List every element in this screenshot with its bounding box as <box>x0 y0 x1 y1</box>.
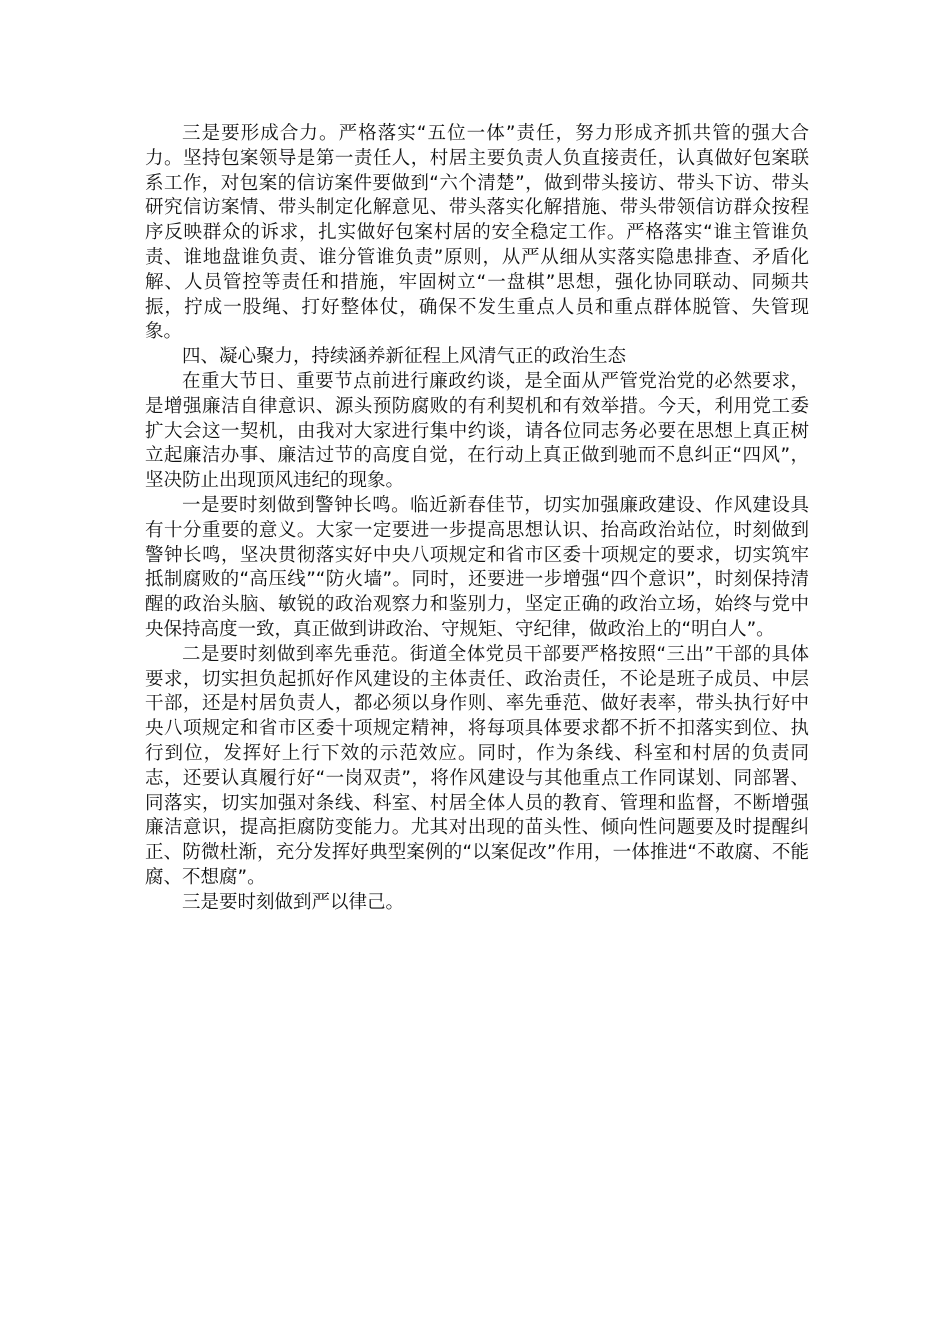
paragraph-self-discipline: 三是要时刻做到严以律己。 <box>182 891 405 913</box>
paragraph-integrity-talk: 在重大节日、重要节点前进行廉政约谈，是全面从严管党治党的必然要求，是增强廉洁自律意识、源头预防腐败的有利契机和有效举措。今天，利用党工委扩大会这一契机，由我对大家进行集中约谈，请各位同志务必要在思想上真正树立起廉洁办事、廉洁过节的高度自觉，在行动上真正做到驰而不息纠正“四风”，坚决防止出现顶风违纪的现象。 <box>145 370 809 492</box>
section-heading-four: 四、凝心聚力，持续涵养新征程上风清气正的政治生态 <box>182 346 627 368</box>
paragraph-form-synergy: 三是要形成合力。严格落实“五位一体”责任，努力形成齐抓共管的强大合力。坚持包案领导是第一责任人，村居主要负责人负直接责任，认真做好包案联系工作，对包案的信访案件要做到“六个清楚”，做到带头接访、带头下访、带头研究信访案情、带头制定化解意见、带头落实化解措施、带头带领信访群众按程序反映群众的诉求，扎实做好包案村居的安全稳定工作。严格落实“谁主管谁负责、谁地盘谁负责、谁分管谁负责”原则，从严从细从实落实隐患排查、矛盾化解、人员管控等责任和措施，牢固树立“一盘棋”思想，强化协同联动、同频共振，拧成一股绳、打好整体仗，确保不发生重点人员和重点群体脱管、失管现象。 <box>145 123 809 343</box>
document-body <box>145 122 809 916</box>
paragraph-lead-by-example: 二是要时刻做到率先垂范。街道全体党员干部要严格按照“三出”干部的具体要求，切实担负起抓好作风建设的主体责任、政治责任，不论是班子成员、中层干部，还是村居负责人，都必须以身作则、率先垂范、做好表率，带头执行好中央八项规定和省市区委十项规定精神，将每项具体要求都不折不扣落实到位、执行到位，发挥好上行下效的示范效应。同时，作为条线、科室和村居的负责同志，还要认真履行好“一岗双责”，将作风建设与其他重点工作同谋划、同部署、同落实，切实加强对条线、科室、村居全体人员的教育、管理和监督，不断增强廉洁意识，提高拒腐防变能力。尤其对出现的苗头性、倾向性问题要及时提醒纠正、防微杜渐，充分发挥好典型案例的“以案促改”作用，一体推进“不敢腐、不能腐、不想腐”。 <box>145 643 809 888</box>
paragraph-alarm-bell: 一是要时刻做到警钟长鸣。临近新春佳节，切实加强廉政建设、作风建设具有十分重要的意义。大家一定要进一步提高思想认识、抬高政治站位，时刻做到警钟长鸣，坚决贯彻落实好中央八项规定和省市区委十项规定的要求，切实筑牢抵制腐败的“高压线”“防火墙”。同时，还要进一步增强“四个意识”，时刻保持清醒的政治头脑、敏锐的政治观察力和鉴别力，坚定正确的政治立场，始终与党中央保持高度一致，真正做到讲政治、守规矩、守纪律，做政治上的“明白人”。 <box>145 494 809 640</box>
